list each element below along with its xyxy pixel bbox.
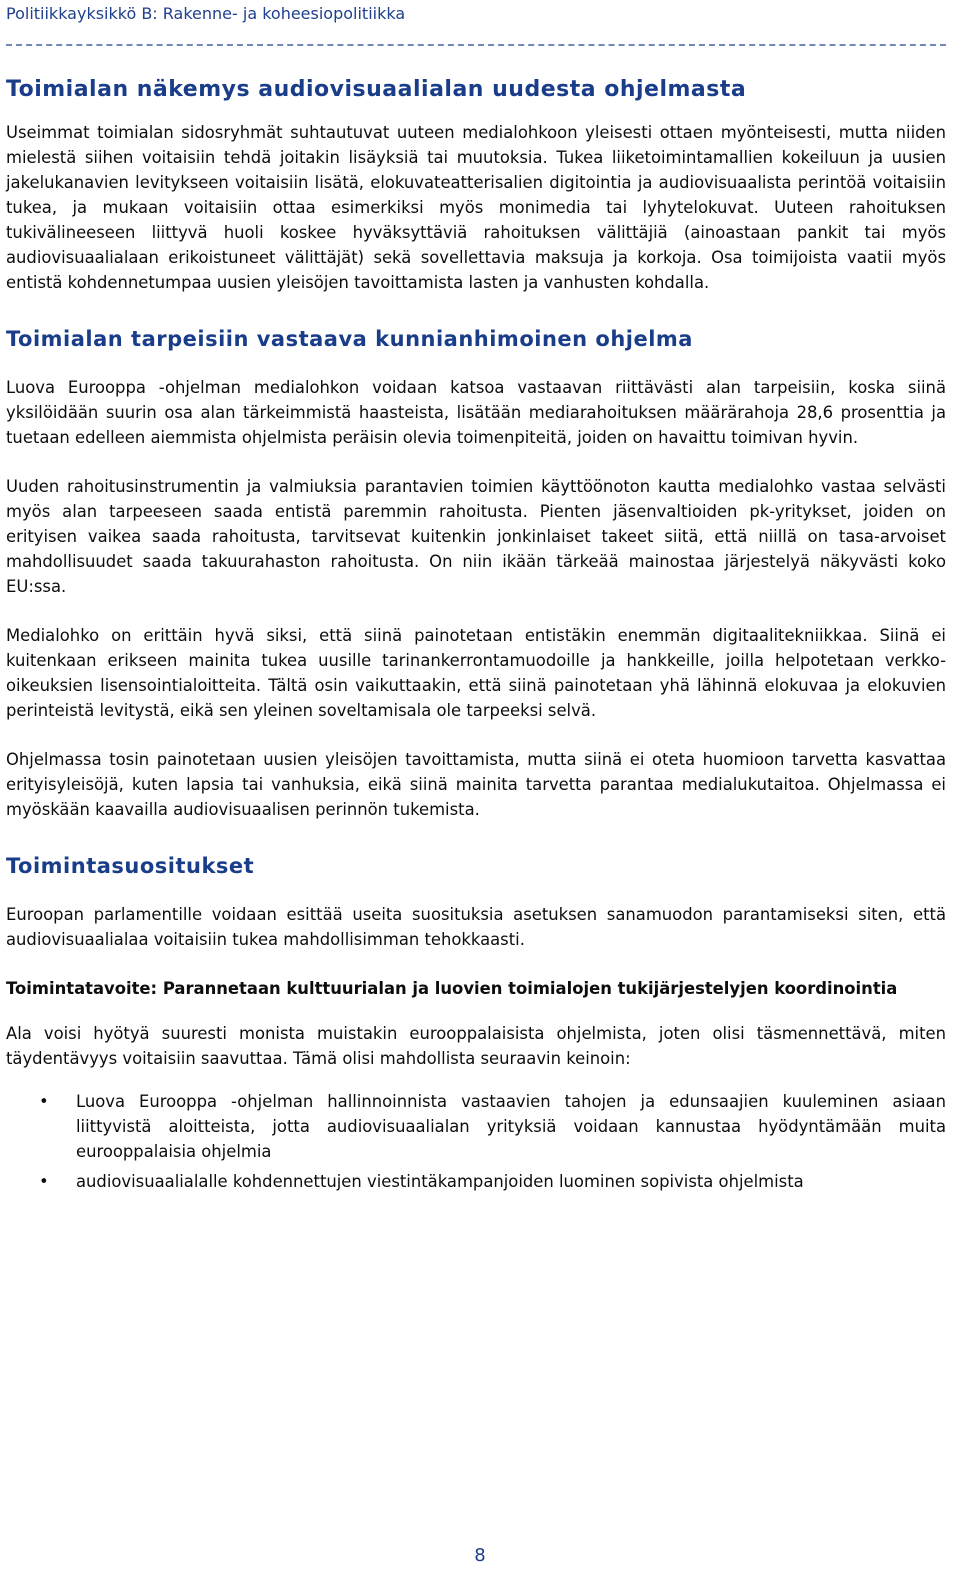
header-divider bbox=[6, 44, 946, 46]
bullet-icon: • bbox=[39, 1172, 49, 1191]
section-heading-ambitious-programme: Toimialan tarpeisiin vastaava kunnianhimoinen ohjelma bbox=[6, 327, 693, 351]
document-body bbox=[6, 76, 946, 1199]
paragraph: Uuden rahoitusinstrumentin ja valmiuksia parantavien toimien käyttöönoton kautta medialohko vastaa selvästi myös alan tarpeeseen saada entistä paremmin rahoitusta. Pienten jäsenvaltioiden pk-yritykset, joiden on erityisen vaikea saada rahoitusta, tarvitsevat kuitenkin jonkinlaiset takeet siitä, että niillä on tasa-arvoiset mahdollisuudet saada takuurahaston rahoitusta. On niin ikään tärkeää mainostaa järjestelyä näkyvästi koko EU:ssa. bbox=[6, 477, 946, 596]
paragraph: Luova Eurooppa -ohjelman medialohkon voidaan katsoa vastaavan riittävästi alan tarpeisiin, koska siinä yksilöidään suurin osa alan tärkeimmistä haasteista, lisätään mediarahoituksen määrärahoja 28,6 prosenttia ja tuetaan edelleen aiemmista ohjelmista peräisin olevia toimenpiteitä, joiden on havaittu toimivan hyvin. bbox=[6, 378, 946, 447]
page-number: 8 bbox=[474, 1545, 486, 1566]
running-header: Politiikkayksikkö B: Rakenne- ja koheesiopolitiikka bbox=[6, 4, 406, 23]
paragraph: Euroopan parlamentille voidaan esittää useita suosituksia asetuksen sanamuodon parantamiseksi siten, että audiovisuaalialaa voitaisiin tukea mahdollisimman tehokkaasti. bbox=[6, 905, 946, 949]
list-item bbox=[6, 1089, 946, 1164]
paragraph: Ohjelmassa tosin painotetaan uusien yleisöjen tavoittamista, mutta siinä ei oteta huomioon tarvetta kasvattaa erityisyleisöjä, kuten lapsia tai vanhuksia, eikä siinä mainita tarvetta parantaa medialukutaitoa. Ohjelmassa ei myöskään kaavailla audiovisuaalisen perinnön tukemista. bbox=[6, 750, 946, 819]
recommendation-list bbox=[6, 1089, 946, 1194]
list-item-text: Luova Eurooppa -ohjelman hallinnoinnista vastaavien tahojen ja edunsaajien kuuleminen asiaan liittyvistä aloitteista, jotta audiovisuaalialan yrityksiä voidaan kannustaa hyödyntämään muita eurooppalaisia ohjelmia bbox=[76, 1092, 946, 1161]
section-heading-recommendations: Toimintasuositukset bbox=[6, 854, 255, 878]
list-item bbox=[6, 1169, 946, 1194]
bullet-icon: • bbox=[39, 1092, 49, 1111]
paragraph: Medialohko on erittäin hyvä siksi, että siinä painotetaan entistäkin enemmän digitaalitekniikkaa. Siinä ei kuitenkaan erikseen mainita tukea uusille tarinankerrontamuodoille ja hankkeille, joilla helpotetaan verkko-oikeuksien lisensointialoitteita. Tältä osin vaikuttaakin, että siinä painotetaan yhä lähinnä elokuvaa ja elokuvien perinteistä levitystä, eikä sen yleinen soveltamisala ole tarpeeksi selvä. bbox=[6, 626, 946, 720]
list-item-text: audiovisuaalialalle kohdennettujen viestintäkampanjoiden luominen sopivista ohjelmista bbox=[76, 1172, 804, 1191]
paragraph: Useimmat toimialan sidosryhmät suhtautuvat uuteen medialohkoon yleisesti ottaen myönteisesti, mutta niiden mielestä siihen voitaisiin tehdä joitakin lisäyksiä tai muutoksia. Tukea liiketoimintamallien kokeiluun ja uusien jakelukanavien levitykseen voitaisiin lisätä, elokuvateatterisalien digitointia ja audiovisuaalista perintöä voitaisiin tukea, ja mukaan voitaisiin ottaa esimerkiksi myös monimedia tai lyhytelokuvat. Uuteen rahoituksen tukivälineeseen liittyvä huoli koskee hyväksyttäviä rahoituksen välittäjiä (ainoastaan pankit tai myös audiovisuaalialaan erikoistuneet välittäjät) sekä sovellettavia maksuja ja korkoja. Osa toimijoista vaatii myös entistä kohdennetumpaa uusien yleisöjen tavoittamista lasten ja vanhusten kohdalla. bbox=[6, 123, 946, 292]
section-heading-industry-view: Toimialan näkemys audiovisuaalialan uudesta ohjelmasta bbox=[6, 77, 747, 102]
objective-subheading: Toimintatavoite: Parannetaan kulttuurialan ja luovien toimialojen tukijärjestelyjen koordinointia bbox=[6, 979, 898, 998]
paragraph: Ala voisi hyötyä suuresti monista muistakin eurooppalaisista ohjelmista, joten olisi täsmennettävä, miten täydentävyys voitaisiin saavuttaa. Tämä olisi mahdollista seuraavin keinoin: bbox=[6, 1024, 946, 1068]
